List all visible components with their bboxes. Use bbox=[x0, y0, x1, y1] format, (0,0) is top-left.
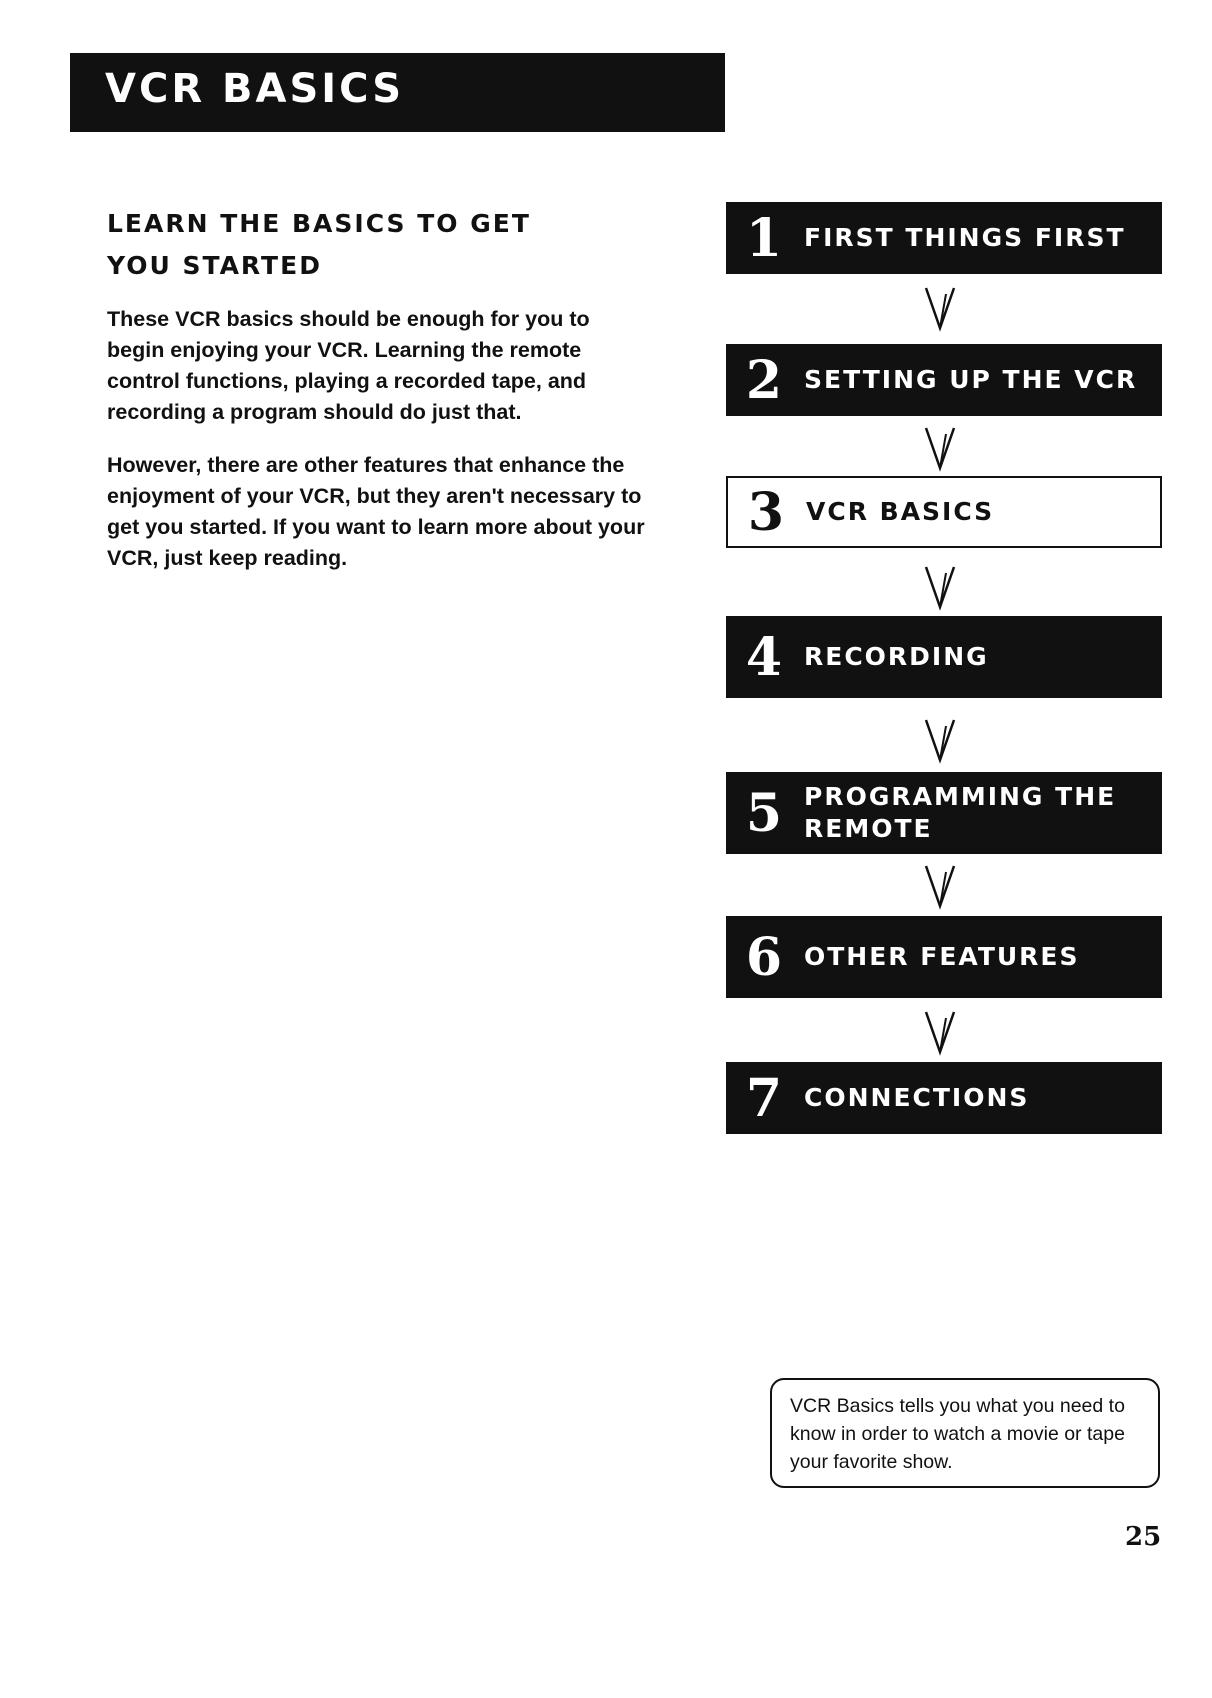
down-arrow-icon bbox=[920, 563, 960, 613]
intro-paragraph-2: However, there are other features that enhance the enjoyment of your VCR, but they aren't necessary to get you started. If you want to learn more about your VCR, just keep reading. bbox=[107, 453, 645, 570]
step-1 bbox=[726, 202, 1162, 274]
down-arrow-icon bbox=[920, 424, 960, 474]
step-number: 6 bbox=[745, 926, 783, 988]
step-2 bbox=[726, 344, 1162, 416]
step-label: VCR BASICS bbox=[806, 497, 995, 526]
step-number: 5 bbox=[745, 782, 783, 844]
intro-heading bbox=[107, 203, 577, 287]
down-arrow-icon bbox=[920, 1008, 960, 1058]
step-label: RECORDING bbox=[804, 642, 989, 671]
step-number: 7 bbox=[745, 1067, 783, 1129]
step-number: 4 bbox=[745, 626, 783, 688]
step-label: CONNECTIONS bbox=[804, 1083, 1030, 1112]
intro-heading-line2: YOU STARTED bbox=[107, 251, 322, 280]
sidebar-note-text: VCR Basics tells you what you need to know in order to watch a movie or tape your favorite show. bbox=[790, 1395, 1125, 1473]
down-arrow-icon bbox=[920, 284, 960, 334]
step-label: OTHER FEATURES bbox=[804, 942, 1080, 971]
down-arrow-icon bbox=[920, 716, 960, 766]
step-5 bbox=[726, 772, 1162, 854]
down-arrow-icon bbox=[920, 862, 960, 912]
step-number: 1 bbox=[745, 207, 783, 269]
step-number: 2 bbox=[745, 349, 783, 411]
page-number: 25 bbox=[1125, 1522, 1162, 1552]
intro-heading-line1: LEARN THE BASICS TO GET bbox=[107, 209, 531, 238]
step-6 bbox=[726, 916, 1162, 998]
step-label: PROGRAMMING THE REMOTE bbox=[804, 782, 1117, 843]
step-number: 3 bbox=[747, 481, 785, 543]
intro-paragraph-1: These VCR basics should be enough for you to begin enjoying your VCR. Learning the remote control functions, playing a recorded tape, and recording a program should do just that. bbox=[107, 307, 590, 424]
section-title: VCR BASICS bbox=[105, 66, 405, 112]
step-4 bbox=[726, 616, 1162, 698]
step-3-current bbox=[726, 476, 1162, 548]
step-label: FIRST THINGS FIRST bbox=[804, 223, 1126, 252]
step-label: SETTING UP THE VCR bbox=[804, 365, 1138, 394]
step-7 bbox=[726, 1062, 1162, 1134]
sidebar-note bbox=[770, 1378, 1160, 1488]
